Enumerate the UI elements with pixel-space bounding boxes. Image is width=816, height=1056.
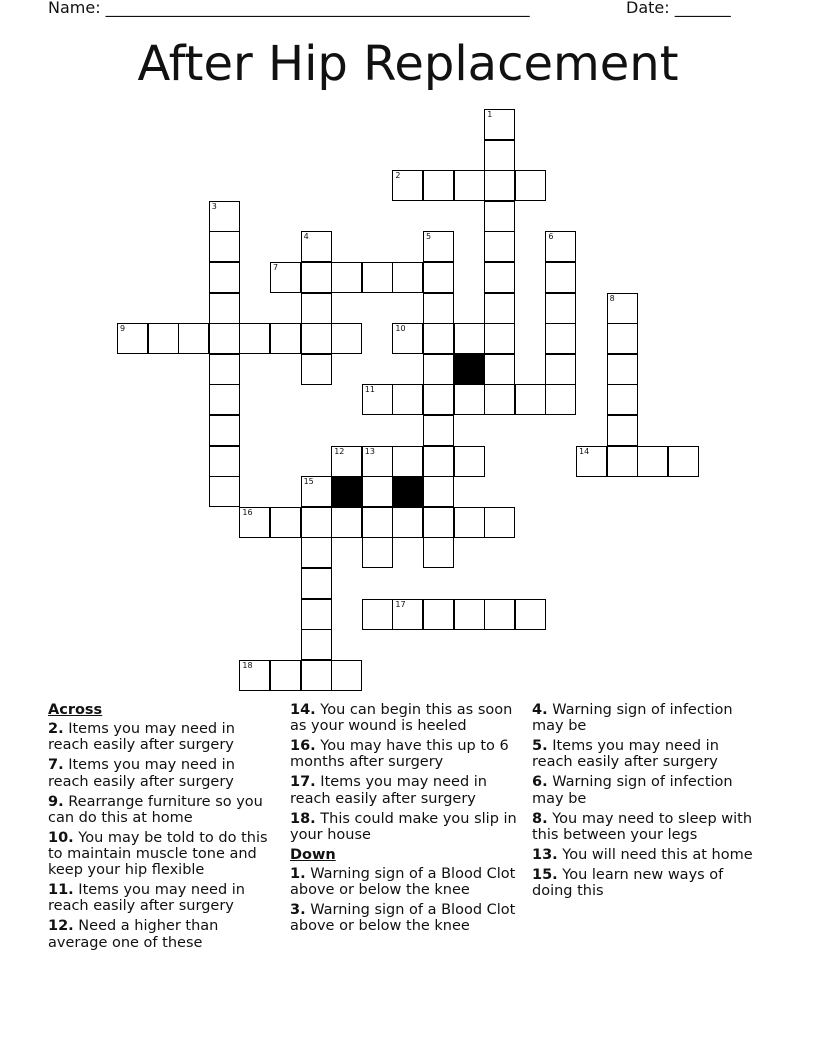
name-field[interactable]: Name: _____________________________________________________ <box>48 0 530 17</box>
clue-across-14: 14. You can begin this as soon as your wound is heeled <box>290 702 513 735</box>
grid-cell[interactable] <box>209 384 240 415</box>
grid-cell[interactable] <box>239 507 270 538</box>
grid-cell[interactable] <box>301 599 332 630</box>
grid-cell[interactable] <box>423 262 454 293</box>
grid-cell[interactable] <box>637 446 668 477</box>
grid-cell[interactable] <box>423 323 454 354</box>
clue-across-7: 7. Items you may need in reach easily after surgery <box>48 757 235 790</box>
grid-cell[interactable] <box>239 660 270 691</box>
grid-cell[interactable] <box>484 384 515 415</box>
grid-cell[interactable] <box>607 293 638 324</box>
grid-cell[interactable] <box>331 323 362 354</box>
grid-cell[interactable] <box>515 599 546 630</box>
clue-number-5: 5 <box>426 232 432 242</box>
grid-cell[interactable] <box>484 323 515 354</box>
black-cell <box>392 476 423 507</box>
grid-cell[interactable] <box>515 170 546 201</box>
grid-cell[interactable] <box>392 507 423 538</box>
grid-cell[interactable] <box>392 599 423 630</box>
clue-number-2: 2 <box>395 171 401 181</box>
clue-number-8: 8 <box>609 293 615 303</box>
grid-cell[interactable] <box>362 476 393 507</box>
clue-number-6: 6 <box>548 232 554 242</box>
grid-cell[interactable] <box>668 446 699 477</box>
grid-cell[interactable] <box>362 384 393 415</box>
clue-across-11: 11. Items you may need in reach easily after surgery <box>48 882 245 915</box>
grid-cell[interactable] <box>515 384 546 415</box>
grid-cell[interactable] <box>209 476 240 507</box>
down-heading: Down <box>290 846 336 863</box>
grid-cell[interactable] <box>423 507 454 538</box>
grid-cell[interactable] <box>484 140 515 171</box>
grid-cell[interactable] <box>331 507 362 538</box>
grid-cell[interactable] <box>484 599 515 630</box>
clue-number-10: 10 <box>395 324 406 334</box>
grid-cell[interactable] <box>454 507 485 538</box>
grid-cell[interactable] <box>362 262 393 293</box>
clue-down-1: 1. Warning sign of a Blood Clot above or below the knee <box>290 866 516 899</box>
grid-cell[interactable] <box>209 293 240 324</box>
grid-cell[interactable] <box>270 323 301 354</box>
grid-cell[interactable] <box>454 323 485 354</box>
grid-cell[interactable] <box>545 323 576 354</box>
grid-cell[interactable] <box>392 446 423 477</box>
grid-cell[interactable] <box>270 262 301 293</box>
clues-column-1 <box>48 702 280 955</box>
grid-cell[interactable] <box>545 384 576 415</box>
grid-cell[interactable] <box>301 507 332 538</box>
clue-across-9: 9. Rearrange furniture so you can do this at home <box>48 793 263 826</box>
grid-cell[interactable] <box>301 568 332 599</box>
clue-number-1: 1 <box>487 110 493 119</box>
clue-down-15: 15. You learn new ways of doing this <box>532 866 724 900</box>
grid-cell[interactable] <box>484 262 515 293</box>
puzzle-title: After Hip Replacement <box>137 36 679 92</box>
clue-down-4: 4. Warning sign of infection may be <box>532 702 733 735</box>
grid-cell[interactable] <box>301 629 332 660</box>
grid-cell[interactable] <box>423 415 454 446</box>
grid-cell[interactable] <box>423 170 454 201</box>
grid-cell[interactable] <box>545 262 576 293</box>
clue-across-10: 10. You may be told to do this to maintain muscle tone and keep your hip flexible <box>48 829 268 879</box>
grid-cell[interactable] <box>392 170 423 201</box>
grid-cell[interactable] <box>331 262 362 293</box>
grid-cell[interactable] <box>454 170 485 201</box>
grid-cell[interactable] <box>209 354 240 385</box>
grid-cell[interactable] <box>209 262 240 293</box>
clue-across-18: 18. This could make you slip in your house <box>290 810 517 843</box>
grid-cell[interactable] <box>484 354 515 385</box>
clue-down-6: 6. Warning sign of infection may be <box>532 774 733 807</box>
grid-cell[interactable] <box>607 415 638 446</box>
clue-across-2: 2. Items you may need in reach easily after surgery <box>48 721 235 754</box>
grid-cell[interactable] <box>545 293 576 324</box>
grid-cell[interactable] <box>484 231 515 262</box>
grid-cell[interactable] <box>301 262 332 293</box>
grid-cell[interactable] <box>392 384 423 415</box>
clue-down-13: 13. You will need this at home <box>532 846 753 863</box>
grid-cell[interactable] <box>423 476 454 507</box>
worksheet-header <box>0 0 816 24</box>
grid-cell[interactable] <box>392 323 423 354</box>
grid-cell[interactable] <box>301 323 332 354</box>
grid-cell[interactable] <box>331 660 362 691</box>
clue-number-16: 16 <box>242 507 253 517</box>
grid-cell[interactable] <box>607 354 638 385</box>
grid-cell[interactable] <box>607 446 638 477</box>
grid-cell[interactable] <box>270 507 301 538</box>
grid-cell[interactable] <box>392 262 423 293</box>
clue-number-18: 18 <box>242 660 253 670</box>
grid-cell[interactable] <box>454 384 485 415</box>
clue-number-9: 9 <box>120 324 126 334</box>
grid-cell[interactable] <box>423 446 454 477</box>
grid-cell[interactable] <box>362 507 393 538</box>
clues-column-3 <box>532 702 764 903</box>
clues-column-2 <box>290 702 522 938</box>
grid-cell[interactable] <box>484 507 515 538</box>
grid-cell[interactable] <box>423 354 454 385</box>
across-heading: Across <box>48 702 103 718</box>
grid-cell[interactable] <box>148 323 179 354</box>
grid-cell[interactable] <box>454 599 485 630</box>
clue-number-3: 3 <box>211 201 217 211</box>
grid-cell[interactable] <box>301 660 332 691</box>
grid-cell[interactable] <box>423 293 454 324</box>
grid-cell[interactable] <box>423 231 454 262</box>
grid-cell[interactable] <box>301 354 332 385</box>
grid-cell[interactable] <box>209 446 240 477</box>
grid-cell[interactable] <box>484 109 515 140</box>
grid-cell[interactable] <box>209 231 240 262</box>
black-cell <box>331 476 362 507</box>
clue-number-4: 4 <box>303 232 309 242</box>
clue-across-16: 16. You may have this up to 6 months after surgery <box>290 738 509 771</box>
clue-down-5: 5. Items you may need in reach easily after surgery <box>532 738 719 771</box>
clue-number-15: 15 <box>303 477 314 487</box>
grid-cell[interactable] <box>301 231 332 262</box>
grid-cell[interactable] <box>301 476 332 507</box>
grid-cell[interactable] <box>301 293 332 324</box>
grid-cell[interactable] <box>484 293 515 324</box>
grid-cell[interactable] <box>454 446 485 477</box>
grid-cell[interactable] <box>362 446 393 477</box>
clue-number-17: 17 <box>395 599 406 609</box>
grid-cell[interactable] <box>209 201 240 232</box>
clue-down-8: 8. You may need to sleep with this between your legs <box>532 810 753 843</box>
clue-number-12: 12 <box>334 446 345 456</box>
black-cell <box>454 354 485 385</box>
clue-number-14: 14 <box>579 446 590 456</box>
grid-cell[interactable] <box>209 415 240 446</box>
grid-cell[interactable] <box>301 537 332 568</box>
grid-cell[interactable] <box>423 599 454 630</box>
grid-cell[interactable] <box>423 537 454 568</box>
grid-cell[interactable] <box>362 599 393 630</box>
grid-cell[interactable] <box>178 323 209 354</box>
grid-cell[interactable] <box>270 660 301 691</box>
grid-cell[interactable] <box>576 446 607 477</box>
grid-cell[interactable] <box>545 354 576 385</box>
grid-cell[interactable] <box>607 384 638 415</box>
grid-cell[interactable] <box>362 537 393 568</box>
grid-cell[interactable] <box>331 446 362 477</box>
date-field[interactable]: Date: _______ <box>626 0 731 17</box>
clue-number-11: 11 <box>364 385 375 395</box>
grid-cell[interactable] <box>545 231 576 262</box>
grid-cell[interactable] <box>423 384 454 415</box>
clue-number-7: 7 <box>273 263 279 272</box>
clue-across-17: 17. Items you may need in reach easily after surgery <box>290 774 487 807</box>
grid-cell[interactable] <box>239 323 270 354</box>
grid-cell[interactable] <box>484 201 515 232</box>
grid-cell[interactable] <box>209 323 240 354</box>
grid-cell[interactable] <box>117 323 148 354</box>
grid-cell[interactable] <box>607 323 638 354</box>
clue-number-13: 13 <box>364 446 375 456</box>
grid-cell[interactable] <box>484 170 515 201</box>
clue-across-12: 12. Need a higher than average one of these <box>48 918 219 951</box>
clue-down-3: 3. Warning sign of a Blood Clot above or below the knee <box>290 902 516 935</box>
